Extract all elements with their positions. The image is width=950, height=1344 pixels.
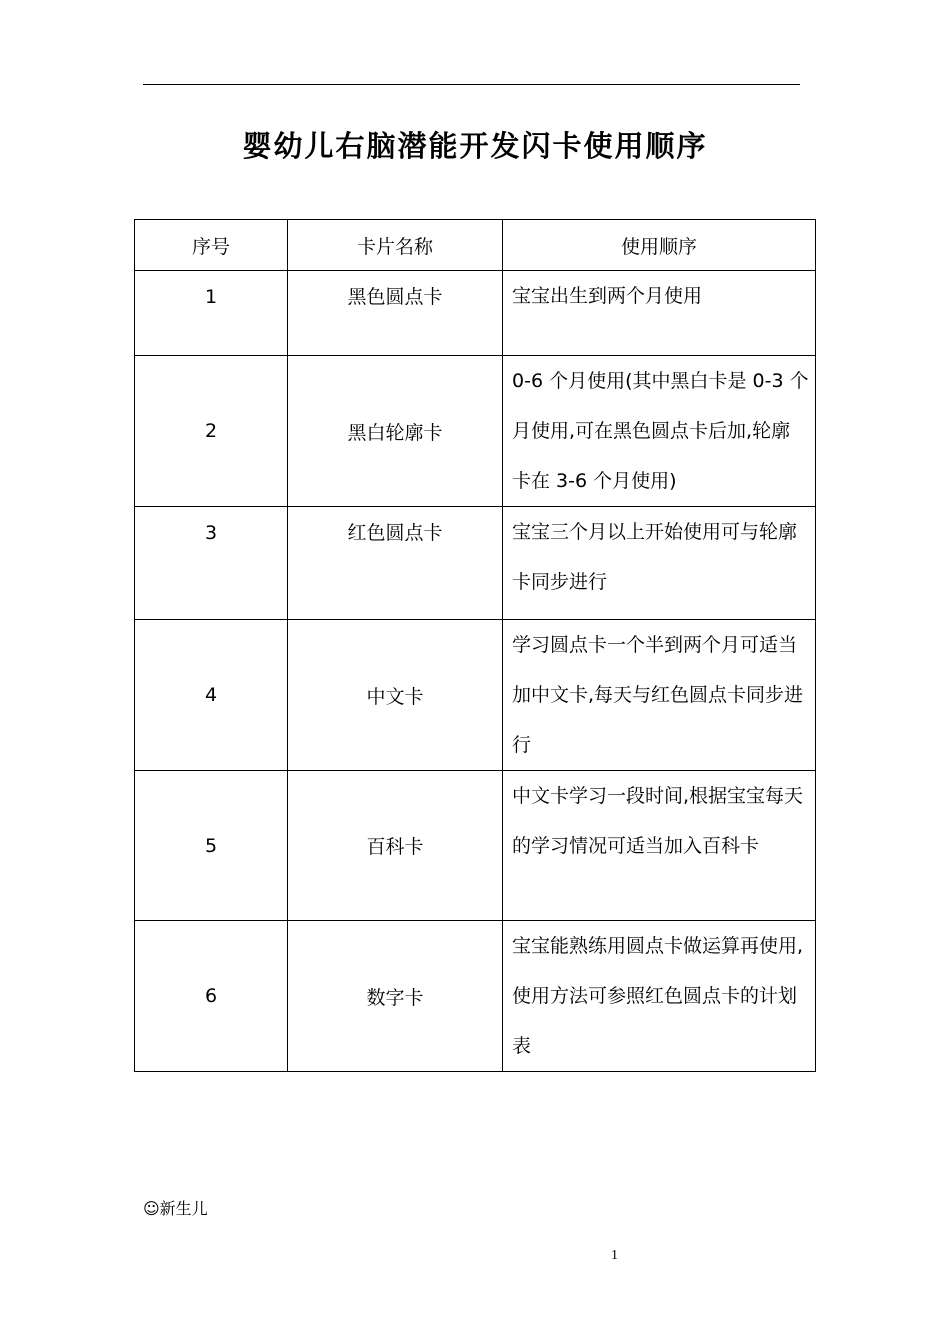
usage-text: 宝宝能熟练用圆点卡做运算再使用,使用方法可参照红色圆点卡的计划表 — [503, 921, 816, 1072]
header-number: 序号 — [135, 220, 288, 271]
table-row — [135, 507, 816, 620]
card-name: 中文卡 — [288, 620, 503, 771]
card-name: 黑白轮廓卡 — [288, 356, 503, 507]
usage-text: 0-6 个月使用(其中黑白卡是 0-3 个月使用,可在黑色圆点卡后加,轮廓卡在 3-6 个月使用) — [503, 356, 816, 507]
table-header-row — [135, 220, 816, 271]
usage-text: 宝宝出生到两个月使用 — [503, 271, 816, 356]
table-row — [135, 921, 816, 1072]
row-number: 3 — [135, 507, 288, 620]
header-usage-order: 使用顺序 — [503, 220, 816, 271]
footer-note: ☺新生儿 — [143, 1199, 208, 1218]
header-rule — [143, 84, 800, 85]
card-name: 百科卡 — [288, 771, 503, 921]
row-number: 4 — [135, 620, 288, 771]
usage-text: 中文卡学习一段时间,根据宝宝每天的学习情况可适当加入百科卡 — [503, 771, 816, 921]
usage-text: 宝宝三个月以上开始使用可与轮廓卡同步进行 — [503, 507, 816, 620]
row-number: 5 — [135, 771, 288, 921]
row-number: 6 — [135, 921, 288, 1072]
page-title: 婴幼儿右脑潜能开发闪卡使用顺序 — [242, 129, 708, 163]
row-number: 2 — [135, 356, 288, 507]
table-row — [135, 356, 816, 507]
usage-text: 学习圆点卡一个半到两个月可适当加中文卡,每天与红色圆点卡同步进行 — [503, 620, 816, 771]
header-card-name: 卡片名称 — [288, 220, 503, 271]
table-row — [135, 271, 816, 356]
card-name: 黑色圆点卡 — [288, 271, 503, 356]
table-row — [135, 771, 816, 921]
flashcard-order-table — [134, 219, 816, 1072]
page-number: 1 — [611, 1248, 618, 1263]
card-name: 红色圆点卡 — [288, 507, 503, 620]
table-row — [135, 620, 816, 771]
row-number: 1 — [135, 271, 288, 356]
card-name: 数字卡 — [288, 921, 503, 1072]
